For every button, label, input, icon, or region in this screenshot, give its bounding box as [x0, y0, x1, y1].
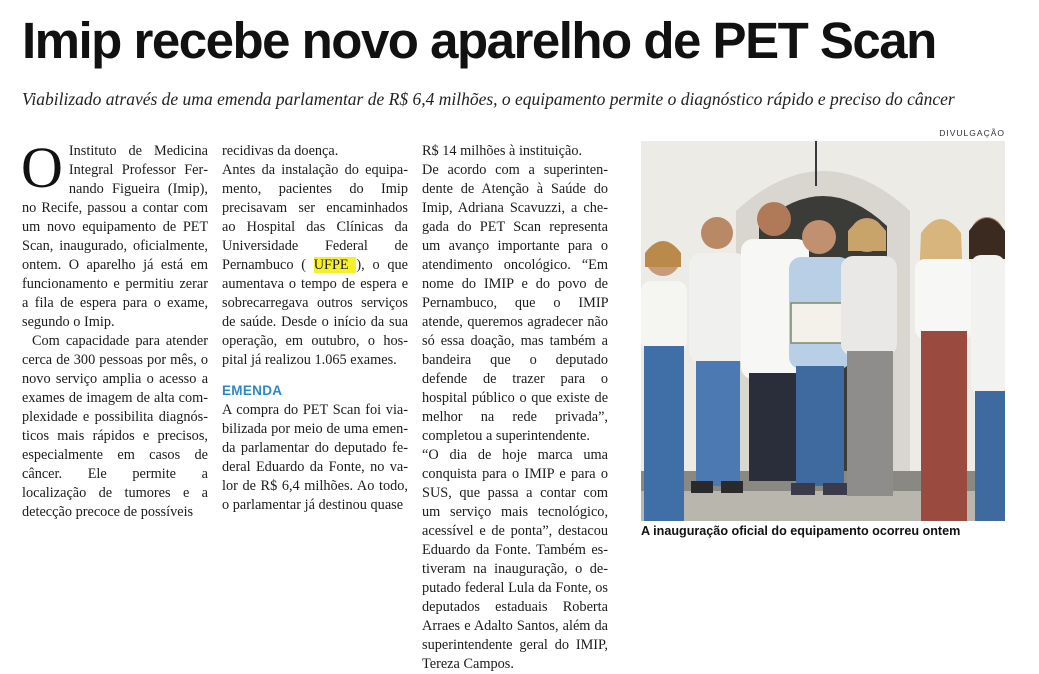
event-photo [641, 141, 1005, 521]
paragraph-2-cont: recidivas da doença. [222, 143, 339, 159]
person-4 [789, 220, 851, 495]
paragraph-4-cont-cont: R$ 14 milhões à instituição. [422, 143, 583, 159]
drop-cap: O [21, 135, 63, 200]
paragraph-6-cont-cont: “O dia de hoje marca uma conquista para o IMIP e para o SUS, que passa a contar com um serviço mais tecnológico, acessível e de ponta”, destacou Eduardo da Fonte. Também estiveram na inauguração, o deputado federal Lula da Fonte, os deputados estaduais Roberta Arraes e Adalto Santos, além da superintendente geral do IMIP, Tereza Campos. [422, 447, 609, 672]
person-5 [841, 218, 897, 496]
paragraph-3-start-cont: Antes da instalação do equipamento, pacientes do Imip precisavam ser encaminhados ao Hospital das Clínicas da Universidade Federal de Pernambuco ( [222, 162, 409, 273]
person-6 [915, 219, 973, 521]
paragraph-3-cont [222, 161, 408, 370]
person-2 [689, 217, 747, 493]
highlighted-term-cont: UFPE [314, 257, 357, 273]
section-title: EMENDA [222, 383, 283, 398]
group-photo-illustration [641, 141, 1005, 521]
person-5-pants [847, 351, 893, 496]
paragraph-intro [21, 135, 209, 332]
photo-caption: A inauguração oficial do equipamento ocorreu ontem [641, 524, 961, 538]
person-3-pants [749, 373, 801, 481]
person-6-pants [921, 331, 967, 521]
paragraph-2: Com capacidade para atender cerca de 300 pessoas por mês, o novo serviço amplia o acesso a exames de imagem de alta complexidade e possibilita diagnósticos mais rápidos e precisos, especialmente em casos de câncer. Ele permite a localização de tumores e a detecção precoce de possíveis [22, 333, 209, 520]
subheadline: Viabilizado através de uma emenda parlamentar de R$ 6,4 milhões, o equipamento permite o diagnóstico rápido e preciso do câncer [22, 89, 955, 109]
headline: Imip recebe novo aparelho de PET Scan [22, 12, 936, 69]
article-column-3 [422, 142, 608, 674]
person-1 [641, 241, 687, 521]
paragraph-3-end-cont: ), o que aumentava o tempo de espera e sobrecarregava outros serviços de saúde. Desde o início da sua operação, em outubro, o hospital já realizou 1.065 exames. [222, 257, 409, 368]
paragraph-1-text: Instituto de Medicina Integral Professor Fernando Figueira (Imip), no Recife, passou a contar com um novo equipamento de PET Scan, inaugurado, oficialmente, ontem. O aparelho já está em funcionamento e permitiu zerar a fila de espera para o exame, segundo o Imip. [22, 143, 209, 330]
article-column-1 [21, 135, 209, 522]
paragraph-5-cont-cont: De acordo com a superintendente de Atenção à Saúde do Imip, Adriana Scavuzzi, a chegada do PET Scan representa um avanço importante para o atendimento oncológico. “Em nome do IMIP e do povo de Pernambuco, que o IMIP atende, queremos agradecer não só essa doação, mas também a bandeira que o deputado defende de trazer para o hospital público o que existe de melhor na rede privada”, completou a superintendente. [422, 162, 609, 444]
person-1-pants [644, 346, 684, 521]
paragraph-4-cont: A compra do PET Scan foi viabilizada por meio de uma emenda parlamentar do deputado federal Eduardo da Fonte, no valor de R$ 6,4 milhões. Ao todo, o parlamentar já destinou quase [222, 402, 409, 513]
article-column-2 [222, 142, 408, 515]
photo-credit: DIVULGAÇÃO [939, 128, 1005, 138]
